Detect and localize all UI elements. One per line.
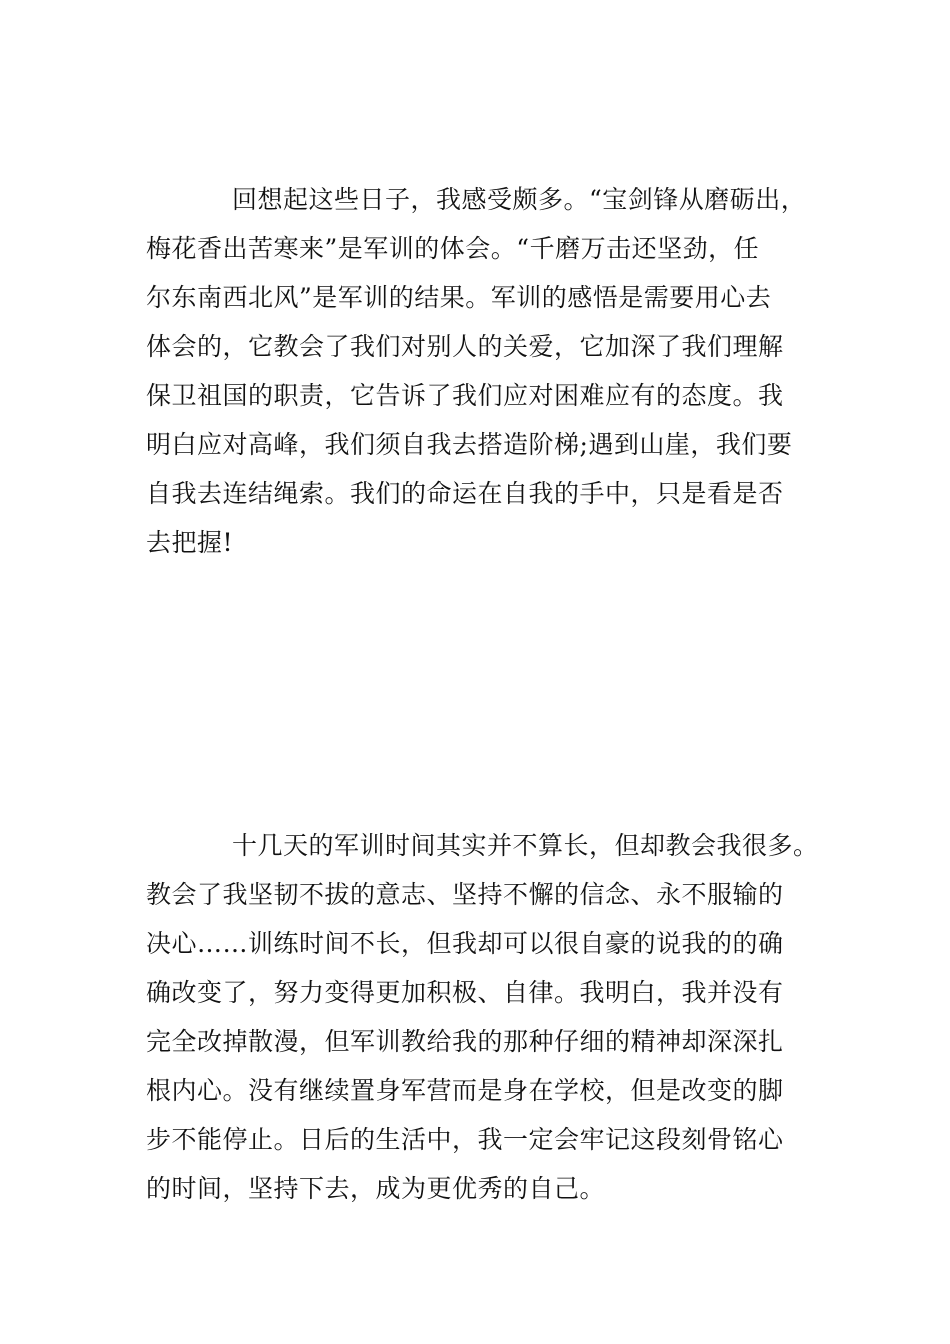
- paragraph-line: 尔东南西北风”是军训的结果。军训的感悟是需要用心去: [146, 283, 772, 312]
- paragraph-line: 回想起这些日子，我感受颇多。“宝剑锋从磨砺出，: [232, 185, 807, 214]
- paragraph-line: 去把握!: [146, 528, 234, 557]
- paragraph-training-conclusion: [146, 821, 846, 1213]
- paragraph-line: 步不能停止。日后的生活中，我一定会牢记这段刻骨铭心: [146, 1125, 784, 1154]
- paragraph-line: 自我去连结绳索。我们的命运在自我的手中，只是看是否: [146, 479, 784, 508]
- paragraph-line: 明白应对高峰，我们须自我去搭造阶梯;遇到山崖，我们要: [146, 430, 793, 459]
- paragraph-line: 十几天的军训时间其实并不算长，但却教会我很多。: [232, 831, 819, 860]
- paragraph-line: 梅花香出苦寒来”是军训的体会。“千磨万击还坚劲，任: [146, 234, 760, 263]
- paragraph-line: 决心……训练时间不长，但我却可以很自豪的说我的的确: [146, 929, 784, 958]
- paragraph-line: 教会了我坚韧不拔的意志、坚持不懈的信念、永不服输的: [146, 880, 784, 909]
- paragraph-line: 完全改掉散漫，但军训教给我的那种仔细的精神却深深扎: [146, 1027, 784, 1056]
- paragraph-line: 保卫祖国的职责，它告诉了我们应对困难应有的态度。我: [146, 381, 784, 410]
- paragraph-line: 根内心。没有继续置身军营而是身在学校，但是改变的脚: [146, 1076, 784, 1105]
- paragraph-line: 的时间，坚持下去，成为更优秀的自己。: [146, 1174, 606, 1203]
- paragraph-line: 体会的，它教会了我们对别人的关爱，它加深了我们理解: [146, 332, 784, 361]
- paragraph-line: 确改变了，努力变得更加积极、自律。我明白，我并没有: [146, 978, 784, 1007]
- paragraph-military-training-reflection: [146, 175, 846, 567]
